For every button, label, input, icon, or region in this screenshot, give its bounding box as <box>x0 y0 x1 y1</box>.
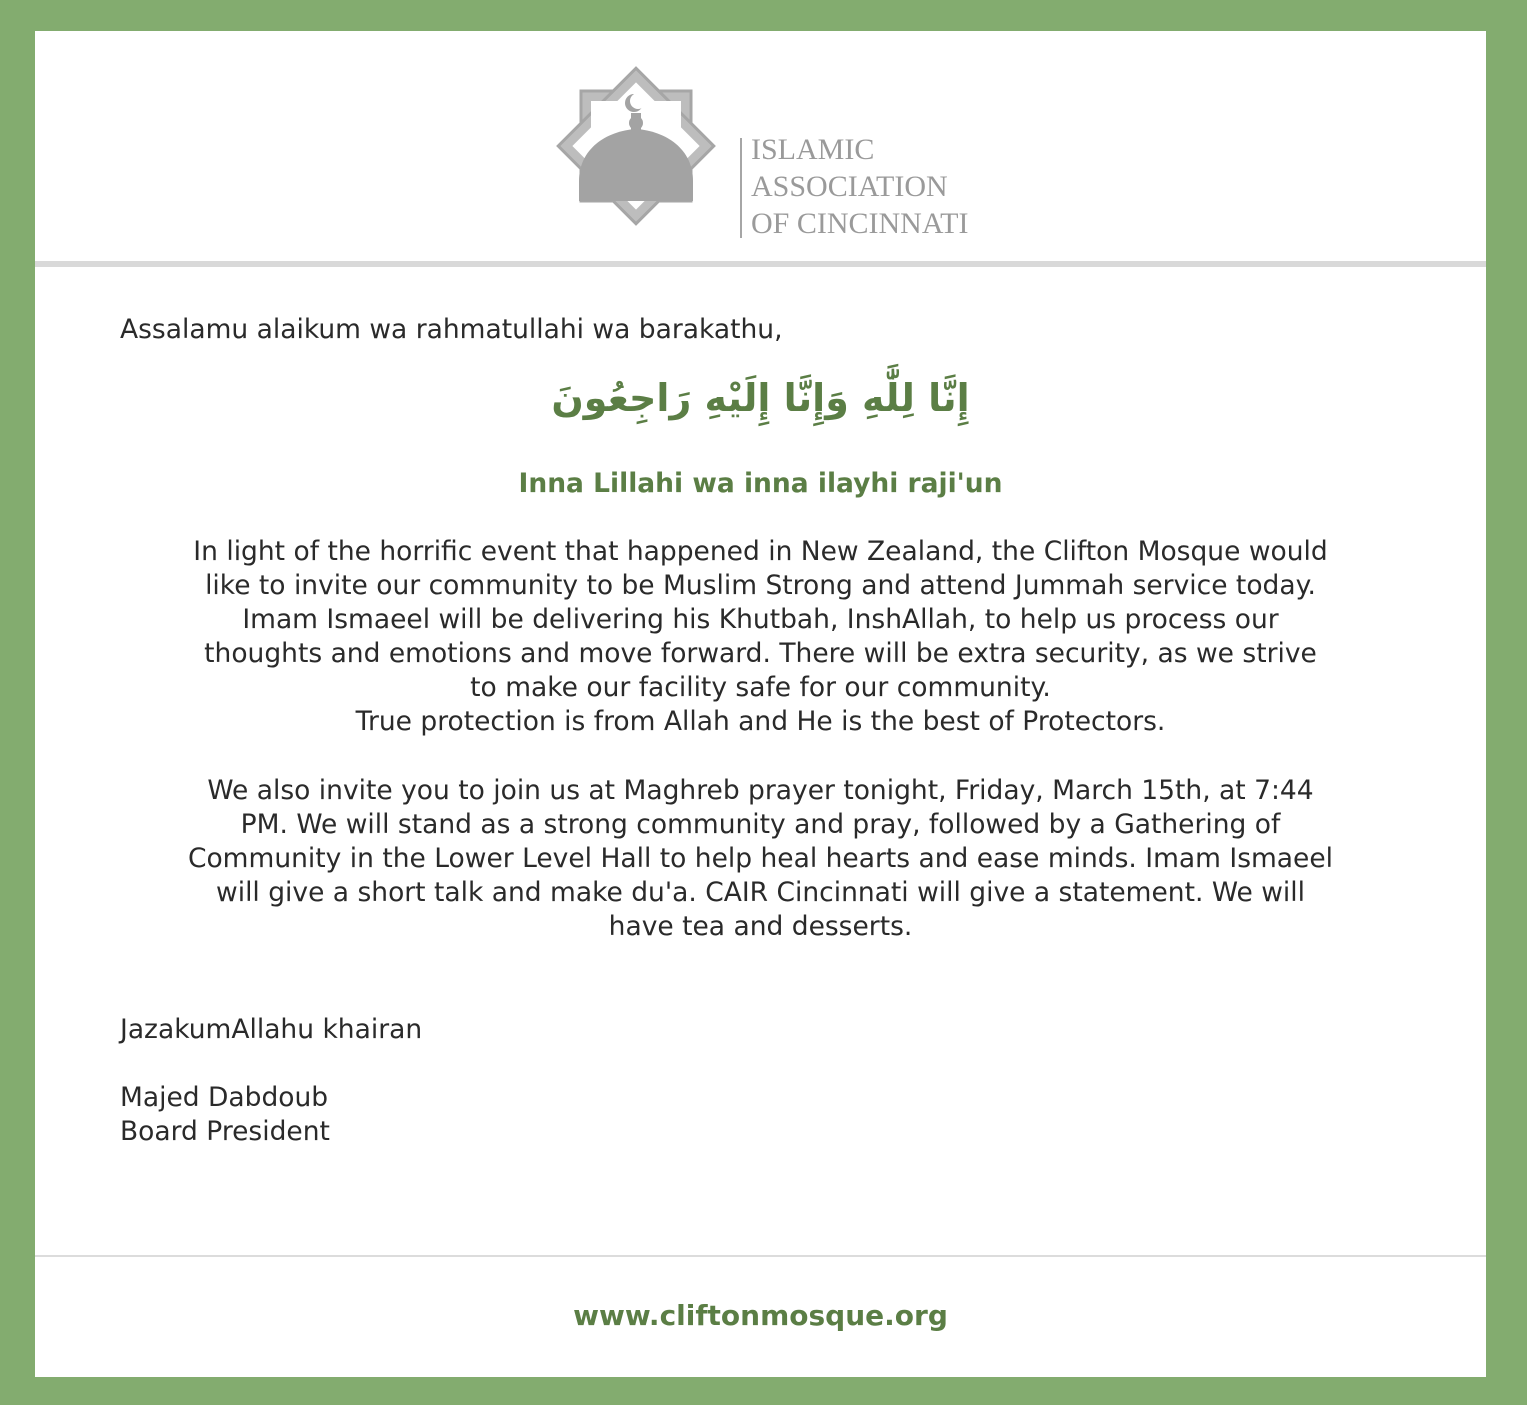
paragraph-maghreb <box>120 774 1401 944</box>
mosque-dome-star-icon <box>551 61 721 231</box>
signoff: JazakumAllahu khairan <box>120 1014 423 1045</box>
header <box>35 31 1486 261</box>
paragraph-line: have tea and desserts. <box>608 911 913 942</box>
paragraph-line: to make our facility safe for our community. <box>470 672 1051 703</box>
paragraph-line: will give a short talk and make du'a. CAIR Cincinnati will give a statement. We will <box>216 877 1305 908</box>
organization-logo <box>551 61 991 240</box>
paragraph-line: Imam Ismaeel will be delivering his Khutbah, InshAllah, to help us process our <box>242 604 1279 635</box>
greeting: Assalamu alaikum wa rahmatullahi wa barakathu, <box>120 314 783 345</box>
paragraph-jummah <box>120 535 1401 739</box>
footer-divider <box>35 1255 1486 1257</box>
arabic-verse: إِنَّا لِلَّٰهِ وَإِنَّا إِلَيْهِ رَاجِعُونَ <box>551 376 970 420</box>
email-card <box>35 31 1486 1377</box>
paragraph-line: Community in the Lower Level Hall to help heal hearts and ease minds. Imam Ismaeel <box>187 843 1334 874</box>
paragraph-line: In light of the horrific event that happened in New Zealand, the Clifton Mosque would <box>193 536 1328 567</box>
organization-name-line: OF CINCINNATI <box>751 207 969 240</box>
organization-name-line: ISLAMIC <box>751 133 875 166</box>
signer-name: Majed Dabdoub <box>120 1082 329 1113</box>
paragraph-line: thoughts and emotions and move forward. There will be extra security, as we strive <box>204 638 1317 669</box>
logo-divider <box>740 138 742 238</box>
paragraph-line: We also invite you to join us at Maghreb prayer tonight, Friday, March 15th, at 7:44 <box>207 775 1314 806</box>
transliteration-heading: Inna Lillahi wa inna ilayhi raji'un <box>518 468 1003 499</box>
signer-title: Board President <box>120 1116 330 1147</box>
organization-name-line: ASSOCIATION <box>751 170 948 203</box>
paragraph-line: True protection is from Allah and He is the best of Protectors. <box>355 706 1166 737</box>
paragraph-line: PM. We will stand as a strong community and pray, followed by a Gathering of <box>240 809 1281 840</box>
paragraph-line: like to invite our community to be Muslim Strong and attend Jummah service today. <box>205 570 1316 601</box>
organization-name <box>751 131 969 242</box>
website-link[interactable]: www.cliftonmosque.org <box>573 1299 948 1332</box>
header-divider <box>35 261 1486 267</box>
